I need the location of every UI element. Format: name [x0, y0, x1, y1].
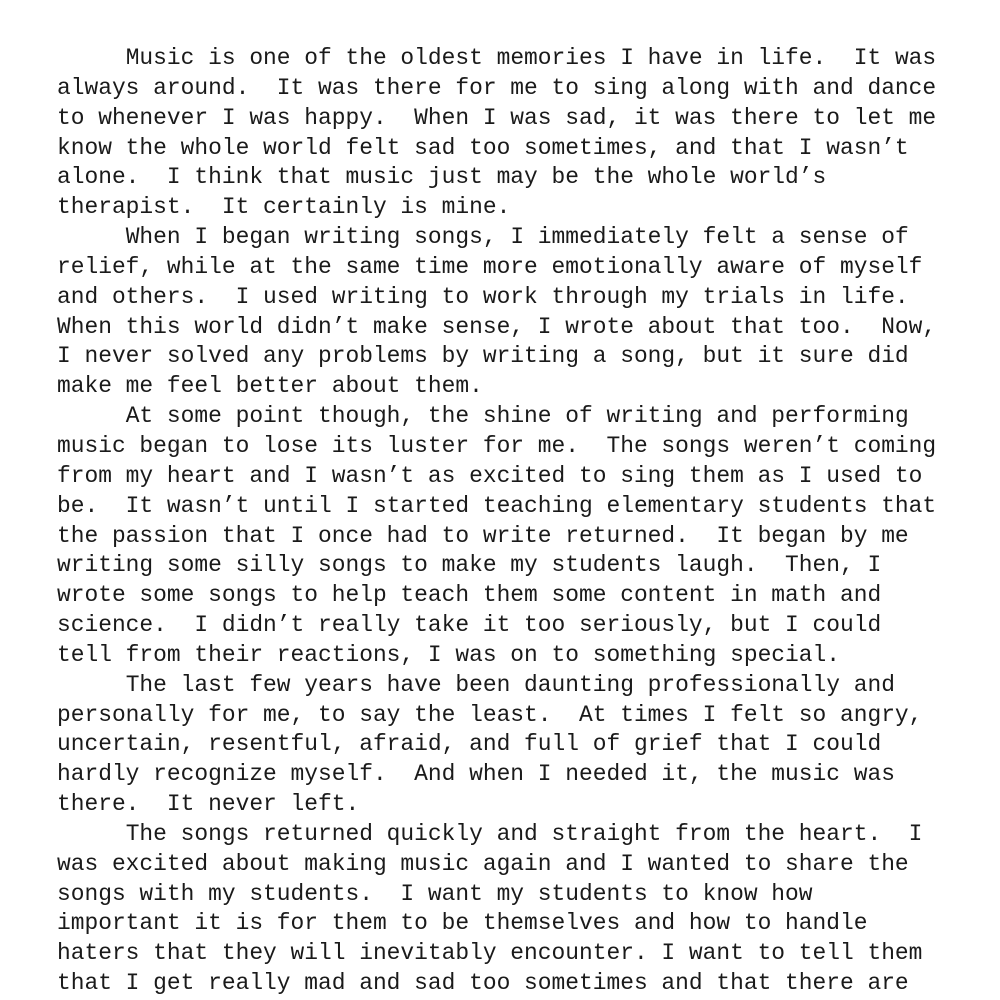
text-line: songs with my students. I want my students to know how — [57, 880, 813, 907]
text-line: The songs returned quickly and straight from the heart. I — [125, 820, 923, 847]
text-line: relief, while at the same time more emotionally aware of myself — [57, 253, 923, 280]
text-line: and others. I used writing to work through my trials in life. — [57, 283, 909, 310]
text-line: be. It wasn’t until I started teaching elementary students that — [57, 492, 937, 519]
text-line: important it is for them to be themselves and how to handle — [57, 910, 868, 937]
text-line: know the whole world felt sad too sometimes, and that I wasn’t — [57, 134, 909, 161]
text-line: uncertain, resentful, afraid, and full of grief that I could — [57, 731, 882, 758]
text-line: wrote some songs to help teach them some content in math and — [57, 582, 882, 609]
text-line: alone. I think that music just may be the whole world’s — [57, 164, 827, 191]
text-line: writing some silly songs to make my students laugh. Then, I — [57, 552, 882, 579]
text-line: Music is one of the oldest memories I have in life. It was — [125, 45, 937, 71]
text-line: always around. It was there for me to sing along with and dance — [57, 74, 937, 101]
text-line: was excited about making music again and I wanted to share the — [57, 850, 909, 877]
text-line: to whenever I was happy. When I was sad, it was there to let me — [57, 104, 937, 131]
text-line: from my heart and I wasn’t as excited to sing them as I used to — [57, 462, 923, 489]
text-line: the passion that I once had to write returned. It began by me — [57, 522, 909, 549]
text-line: there. It never left. — [57, 791, 360, 818]
text-line: hardly recognize myself. And when I needed it, the music was — [57, 761, 895, 788]
document-body — [57, 44, 957, 999]
text-line: science. I didn’t really take it too seriously, but I could — [57, 612, 882, 639]
text-line: I never solved any problems by writing a song, but it sure did — [57, 343, 909, 370]
text-line: tell from their reactions, I was on to something special. — [57, 641, 840, 668]
text-line: At some point though, the shine of writing and performing — [125, 403, 909, 430]
text-line: personally for me, to say the least. At times I felt so angry, — [57, 701, 923, 728]
text-line: make me feel better about them. — [57, 373, 483, 400]
text-line: therapist. It certainly is mine. — [57, 194, 511, 221]
text-line: music began to lose its luster for me. The songs weren’t coming — [57, 432, 937, 459]
text-line: The last few years have been daunting professionally and — [125, 671, 895, 698]
text-line: When this world didn’t make sense, I wrote about that too. Now, — [57, 313, 937, 340]
text-line: that I get really mad and sad too sometimes and that there are — [57, 970, 909, 997]
text-line: haters that they will inevitably encounter. I want to tell them — [57, 940, 923, 967]
text-line: When I began writing songs, I immediately felt a sense of — [125, 224, 909, 251]
